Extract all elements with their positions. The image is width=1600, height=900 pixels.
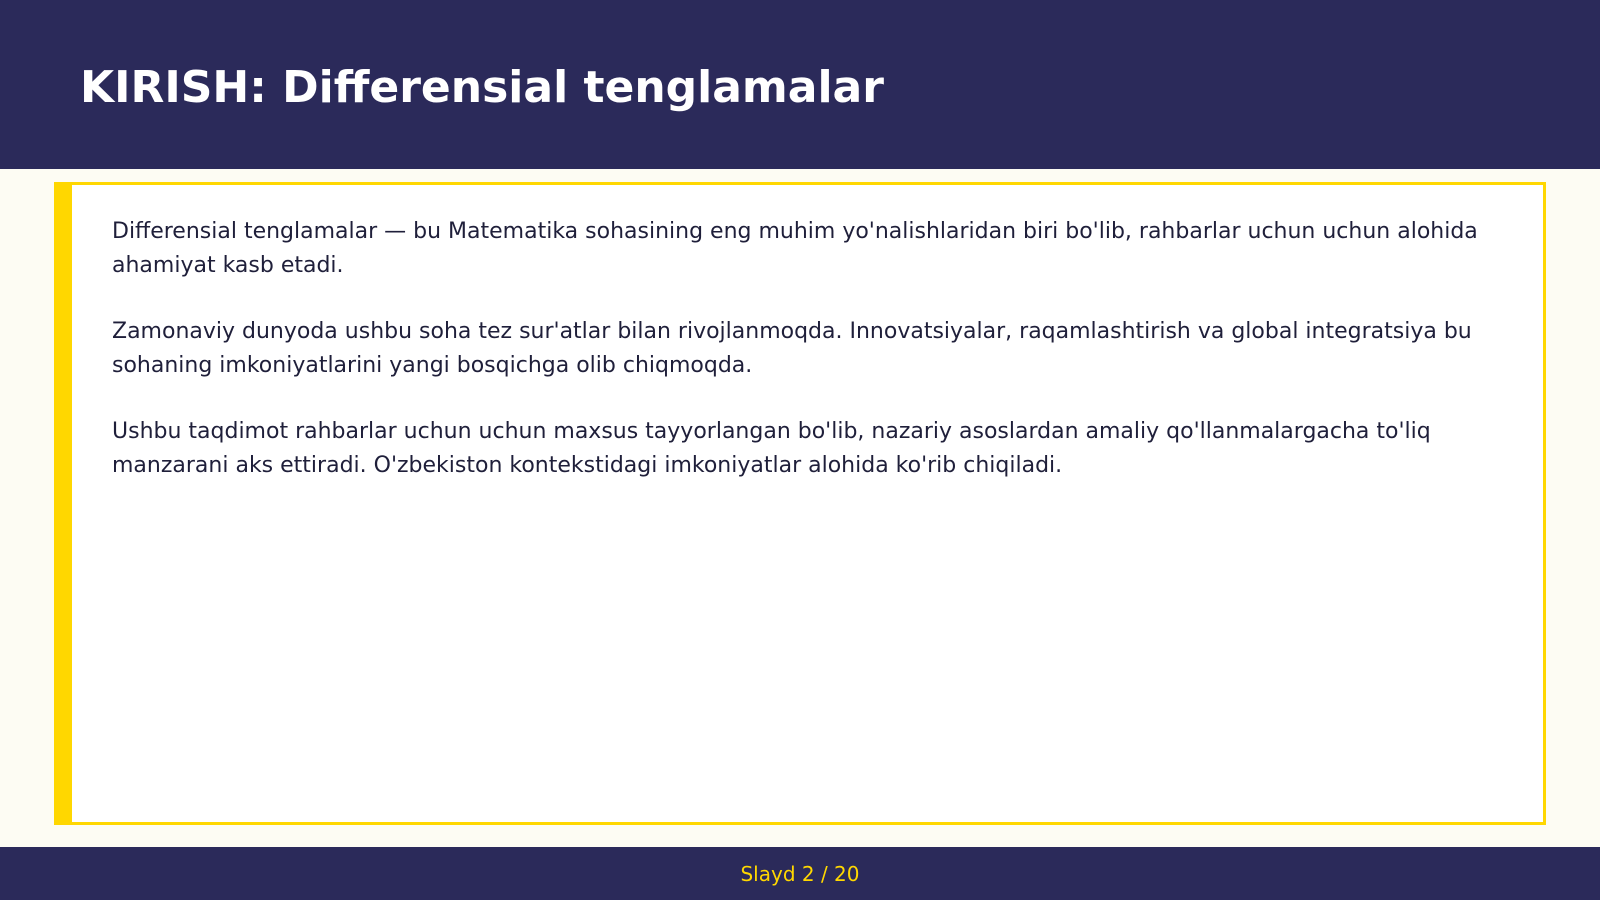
content-body <box>112 215 1512 515</box>
slide-footer <box>0 847 1600 900</box>
slide-title: KIRISH: Differensial tenglamalar <box>80 62 884 113</box>
paragraph-modern-world: Zamonaviy dunyoda ushbu soha tez sur'atlar bilan rivojlanmoqda. Innovatsiyalar, raqamlashtirish va global integratsiya bu sohaning imkoniyatlarini yangi bosqichga olib chiqmoqda. <box>112 319 1472 378</box>
paragraph-presentation: Ushbu taqdimot rahbarlar uchun uchun maxsus tayyorlangan bo'lib, nazariy asoslardan amaliy qo'llanmalargacha to'liq manzarani aks ettiradi. O'zbekiston kontekstidagi imkoniyatlar alohida ko'rib chiqiladi. <box>112 419 1431 478</box>
slide-header <box>0 0 1600 169</box>
paragraph-intro: Differensial tenglamalar — bu Matematika sohasining eng muhim yo'nalishlaridan biri bo'lib, rahbarlar uchun uchun alohida ahamiyat kasb etadi. <box>112 219 1478 278</box>
slide-number: Slayd 2 / 20 <box>740 861 860 886</box>
content-box <box>54 182 1546 825</box>
